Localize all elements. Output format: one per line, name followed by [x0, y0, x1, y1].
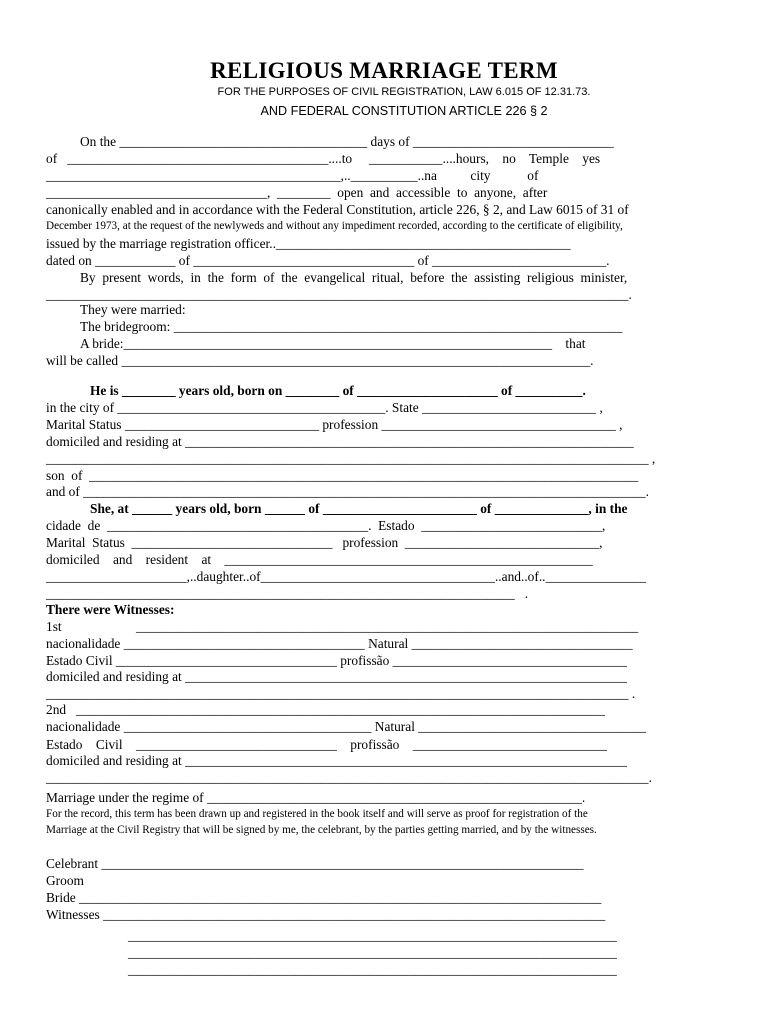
city-line: ____________________________________________,..__________..na city of	[46, 168, 539, 183]
witness-1-nationality: nacionalidade ____________________________________ Natural _________________________________	[46, 636, 633, 651]
witness-1-address: domiciled and residing at __________________________________________________________________	[46, 669, 627, 684]
groom-signature: Groom	[46, 873, 84, 888]
record-text: For the record, this term has been drawn up and registered in the book itself and will serve as proof for registration of the	[46, 808, 588, 820]
witness-signature-line-3: _________________________________________________________________________	[128, 962, 617, 977]
bride-city-line: cidade de _______________________________________. Estado ___________________________,	[46, 518, 606, 533]
request-text: December 1973, at the request of the newlyweds and without any impediment recorded, according to the certificate of eligibility,	[46, 220, 623, 232]
witness-signature-line-2: _________________________________________________________________________	[128, 945, 617, 960]
groom-address-line: domiciled and residing at ___________________________________________________________________	[46, 434, 634, 449]
subtitle-constitution: AND FEDERAL CONSTITUTION ARTICLE 226 § 2	[260, 104, 548, 118]
regime-line: Marriage under the regime of ________________________________________________________.	[46, 790, 586, 805]
married-label: They were married:	[80, 302, 186, 317]
witness-2-label: 2nd	[46, 702, 67, 717]
witness-1-name-line: ___________________________________________________________________________	[136, 619, 639, 634]
bride-daughter-line: _____________________,..daughter..of___________________________________..and..of.._______________	[46, 569, 646, 584]
will-be-called-line: will be called ______________________________________________________________________.	[46, 353, 594, 368]
record-text-cont: Marriage at the Civil Registry that will be signed by me, the celebrant, by the parties getting married, and by the witnesses.	[46, 824, 597, 836]
groom-city-line: in the city of ________________________________________. State __________________________ ,	[46, 400, 603, 415]
witness-2-address-cont: __________________________________________________________________________________________.	[46, 770, 652, 785]
officer-line: issued by the marriage registration officer..____________________________________________	[46, 236, 571, 251]
ritual-line: By present words, in the form of the evangelical ritual, before the assisting religious minister,	[80, 270, 628, 285]
bride-age-line: She, at ______ years old, born ______ of _______________________ of ______________, in the	[90, 501, 628, 516]
celebrant-signature: Celebrant ________________________________________________________________________	[46, 856, 584, 871]
bride-address-line: domiciled and resident at _______________________________________________________	[46, 552, 593, 567]
dated-line: dated on ____________ of _________________________________ of __________________________.	[46, 253, 610, 268]
groom-and-of-line: and of ____________________________________________________________________________________.	[46, 484, 649, 499]
constitution-text: canonically enabled and in accordance with the Federal Constitution, article 226, § 2, and Law 6015 of 31 of	[46, 202, 629, 217]
witness-2-name-line: _______________________________________________________________________________	[76, 702, 605, 717]
witness-2-civil-status: Estado Civil ______________________________ profissão _____________________________	[46, 737, 607, 752]
groom-marital-line: Marital Status _____________________________ profession ___________________________________ ,	[46, 417, 623, 432]
subtitle-law: FOR THE PURPOSES OF CIVIL REGISTRATION, LAW 6.015 OF 12.31.73.	[217, 86, 591, 98]
witness-2-address: domiciled and residing at __________________________________________________________________	[46, 753, 627, 768]
document-title: RELIGIOUS MARRIAGE TERM	[210, 58, 558, 83]
bride-marital-line: Marital Status ______________________________ profession _____________________________,	[46, 535, 603, 550]
time-temple-line: of _______________________________________....to ___________....hours, no Temple yes	[46, 151, 601, 166]
open-access-line: _________________________________, ________ open and accessible to anyone, after	[46, 185, 548, 200]
witness-2-nationality: nacionalidade _____________________________________ Natural __________________________________	[46, 719, 646, 734]
bride-signature: Bride ______________________________________________________________________________	[46, 890, 602, 905]
groom-son-of-line: son of __________________________________________________________________________________	[46, 468, 639, 483]
witness-1-label: 1st	[46, 619, 62, 634]
witness-1-civil-status: Estado Civil _________________________________ profissão ___________________________________	[46, 653, 627, 668]
witnesses-signature: Witnesses ___________________________________________________________________________	[46, 907, 606, 922]
groom-address-cont: __________________________________________________________________________________________ ,	[46, 451, 656, 466]
minister-line: _______________________________________________________________________________________.	[46, 287, 632, 302]
witness-signature-line-1: _________________________________________________________________________	[128, 928, 617, 943]
groom-age-line: He is ________ years old, born on ________ of _____________________ of __________.	[90, 383, 586, 398]
witness-1-address-cont: _______________________________________________________________________________________ .	[46, 686, 636, 701]
witnesses-heading: There were Witnesses:	[46, 602, 175, 617]
bride-parents-cont: ______________________________________________________________________ .	[46, 586, 529, 601]
bridegroom-line: The bridegroom: ___________________________________________________________________	[80, 319, 623, 334]
date-line: On the _____________________________________ days of ______________________________	[80, 134, 614, 149]
bride-line: A bride:________________________________________________________________ that	[80, 336, 586, 351]
